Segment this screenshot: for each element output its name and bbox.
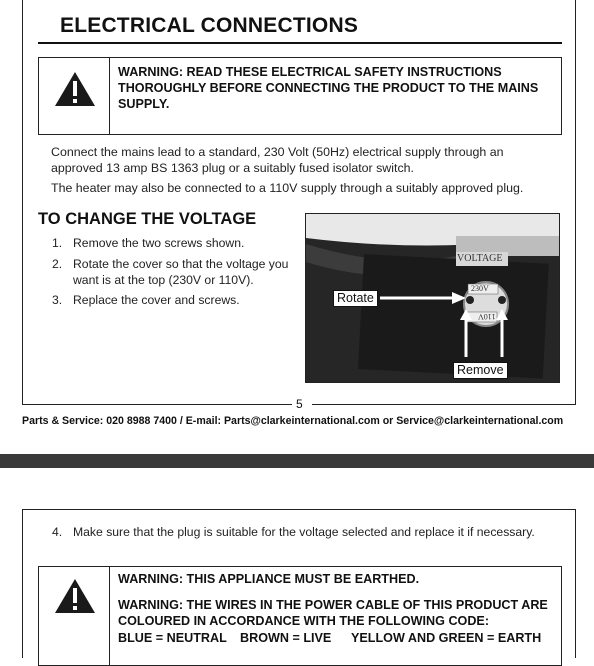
page-frame-bottom bbox=[22, 404, 292, 405]
step-text: Replace the cover and screws. bbox=[73, 293, 240, 307]
step-text: Rotate the cover so that the voltage you want is at the top (230V or 110V). bbox=[73, 257, 289, 287]
bottom-reading: 110V bbox=[478, 312, 496, 321]
page-frame-left bbox=[22, 0, 23, 405]
code-brown: BROWN = LIVE bbox=[240, 631, 332, 645]
warning-text: WARNING: THE WIRES IN THE POWER CABLE OF THIS PRODUCT ARE COLOURED IN ACCORDANCE WITH THE FOLLOWING CODE: bbox=[118, 598, 548, 628]
warning-divider bbox=[109, 566, 110, 666]
page-frame-right bbox=[575, 0, 576, 405]
top-reading: 230V bbox=[471, 284, 489, 293]
step-number: 3. bbox=[52, 293, 63, 307]
page-number: 5 bbox=[296, 397, 303, 411]
section-heading: TO CHANGE THE VOLTAGE bbox=[38, 210, 257, 228]
step-number: 1. bbox=[52, 236, 63, 250]
code-earth: YELLOW AND GREEN = EARTH bbox=[351, 631, 542, 645]
page-frame-right bbox=[575, 509, 576, 658]
list-item bbox=[52, 256, 297, 288]
warning-divider bbox=[109, 57, 110, 135]
step-text: Remove the two screws shown. bbox=[73, 236, 245, 250]
page-frame-bottom bbox=[312, 404, 576, 405]
paragraph: Connect the mains lead to a standard, 230 Volt (50Hz) electrical supply through an approved 13 amp BS 1363 plug or a suitably fused isolator switch. bbox=[51, 145, 504, 175]
remove-label: Remove bbox=[453, 362, 508, 379]
list-item bbox=[52, 524, 552, 540]
rotate-label: Rotate bbox=[333, 290, 378, 307]
warning-icon bbox=[55, 579, 95, 613]
page-separator bbox=[0, 454, 594, 468]
page-frame-top bbox=[22, 509, 576, 510]
step-number: 4. bbox=[52, 525, 63, 539]
title-rule bbox=[38, 42, 562, 44]
warning-text: WARNING: READ THESE ELECTRICAL SAFETY INSTRUCTIONS THOROUGHLY BEFORE CONNECTING THE PRODUCT TO THE MAINS SUPPLY. bbox=[118, 65, 539, 111]
warning-icon bbox=[55, 72, 95, 106]
page-frame-left bbox=[22, 509, 23, 658]
page-title: ELECTRICAL CONNECTIONS bbox=[60, 14, 359, 37]
step-number: 2. bbox=[52, 257, 63, 271]
voltage-photo bbox=[305, 213, 560, 383]
voltage-label: VOLTAGE bbox=[457, 253, 503, 264]
code-blue: BLUE = NEUTRAL bbox=[118, 631, 227, 645]
warning-text: WARNING: THIS APPLIANCE MUST BE EARTHED. bbox=[118, 572, 420, 586]
list-item bbox=[52, 235, 297, 251]
footer-contact: Parts & Service: 020 8988 7400 / E-mail: Parts@clarkeinternational.com or Service@clarkeinternational.com bbox=[22, 415, 564, 427]
list-item bbox=[52, 292, 297, 308]
paragraph: The heater may also be connected to a 110V supply through a suitably approved plug. bbox=[51, 181, 524, 195]
step-text: Make sure that the plug is suitable for the voltage selected and replace it if necessary. bbox=[73, 525, 535, 539]
